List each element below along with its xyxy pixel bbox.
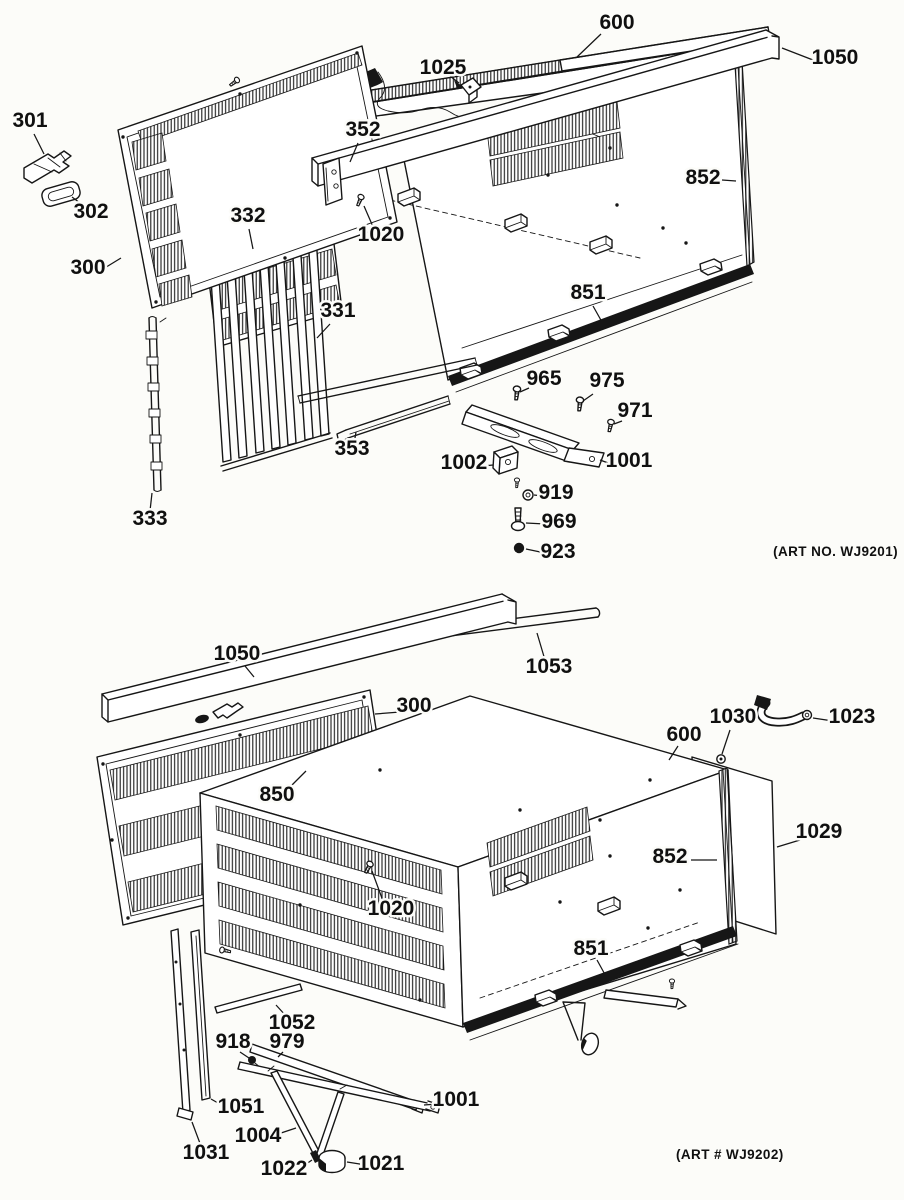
part-label-1050: 1050 bbox=[811, 46, 859, 69]
part-label-1023: 1023 bbox=[828, 705, 876, 728]
part-label-1022: 1022 bbox=[260, 1157, 308, 1180]
part-label-979: 979 bbox=[269, 1030, 305, 1053]
part-label-1020-f2: 1020 bbox=[367, 897, 415, 920]
drain-hose-1023 bbox=[754, 695, 812, 722]
part-label-1051: 1051 bbox=[217, 1095, 265, 1118]
foot-1021 bbox=[319, 1151, 345, 1173]
bolt-969 bbox=[512, 508, 525, 531]
part-label-923: 923 bbox=[540, 540, 576, 563]
part-label-332: 332 bbox=[230, 204, 266, 227]
part-label-852-f2: 852 bbox=[652, 845, 688, 868]
plug-923 bbox=[514, 543, 524, 553]
part-label-965: 965 bbox=[526, 367, 562, 390]
figure-wj9201 bbox=[12, 11, 898, 563]
part-label-851: 851 bbox=[570, 281, 606, 304]
part-label-1031: 1031 bbox=[182, 1141, 230, 1164]
part-label-1001: 1001 bbox=[605, 449, 653, 472]
part-label-333: 333 bbox=[132, 507, 168, 530]
part-label-300-f2: 300 bbox=[396, 694, 432, 717]
side-bracket-352 bbox=[323, 158, 342, 205]
art-number-2: (ART # WJ9202) bbox=[676, 1147, 784, 1162]
screw-top bbox=[228, 76, 241, 87]
sash-rod-333 bbox=[146, 317, 166, 492]
part-label-301: 301 bbox=[12, 109, 48, 132]
screw-965 bbox=[512, 386, 521, 401]
part-label-1050-f2: 1050 bbox=[213, 642, 261, 665]
part-label-600-f2: 600 bbox=[666, 723, 702, 746]
part-label-1030: 1030 bbox=[709, 705, 757, 728]
part-label-1002: 1002 bbox=[440, 451, 488, 474]
part-label-300: 300 bbox=[70, 256, 106, 279]
part-label-969: 969 bbox=[541, 510, 577, 533]
part-label-1025: 1025 bbox=[419, 56, 467, 79]
part-label-851-f2: 851 bbox=[573, 937, 609, 960]
screw-1030 bbox=[717, 755, 725, 763]
part-label-1004: 1004 bbox=[234, 1124, 282, 1147]
part-label-1001-f2: 1001 bbox=[432, 1088, 480, 1111]
bottom-channel-353 bbox=[337, 396, 450, 443]
nut-919 bbox=[523, 490, 533, 500]
part-label-1029: 1029 bbox=[795, 820, 843, 843]
part-label-971: 971 bbox=[617, 399, 653, 422]
retainer-clip-301 bbox=[24, 151, 71, 183]
art-number-1: (ART NO. WJ9201) bbox=[773, 544, 898, 559]
part-label-1020: 1020 bbox=[357, 223, 405, 246]
part-label-1052: 1052 bbox=[268, 1011, 316, 1034]
figure-wj9202 bbox=[97, 594, 875, 1180]
part-label-919: 919 bbox=[538, 481, 574, 504]
part-label-302: 302 bbox=[73, 200, 109, 223]
part-label-1021: 1021 bbox=[357, 1152, 405, 1175]
part-label-918: 918 bbox=[215, 1030, 251, 1053]
screw-975 bbox=[575, 397, 584, 412]
part-label-1053: 1053 bbox=[525, 655, 573, 678]
part-label-331: 331 bbox=[320, 299, 356, 322]
part-label-852: 852 bbox=[685, 166, 721, 189]
screw-971 bbox=[605, 419, 614, 433]
part-label-975: 975 bbox=[589, 369, 625, 392]
part-label-600: 600 bbox=[599, 11, 635, 34]
part-label-850: 850 bbox=[259, 783, 295, 806]
bracket-1002 bbox=[493, 446, 520, 488]
part-label-353: 353 bbox=[334, 437, 370, 460]
part-label-352: 352 bbox=[345, 118, 381, 141]
front-grille-panel bbox=[118, 46, 397, 308]
